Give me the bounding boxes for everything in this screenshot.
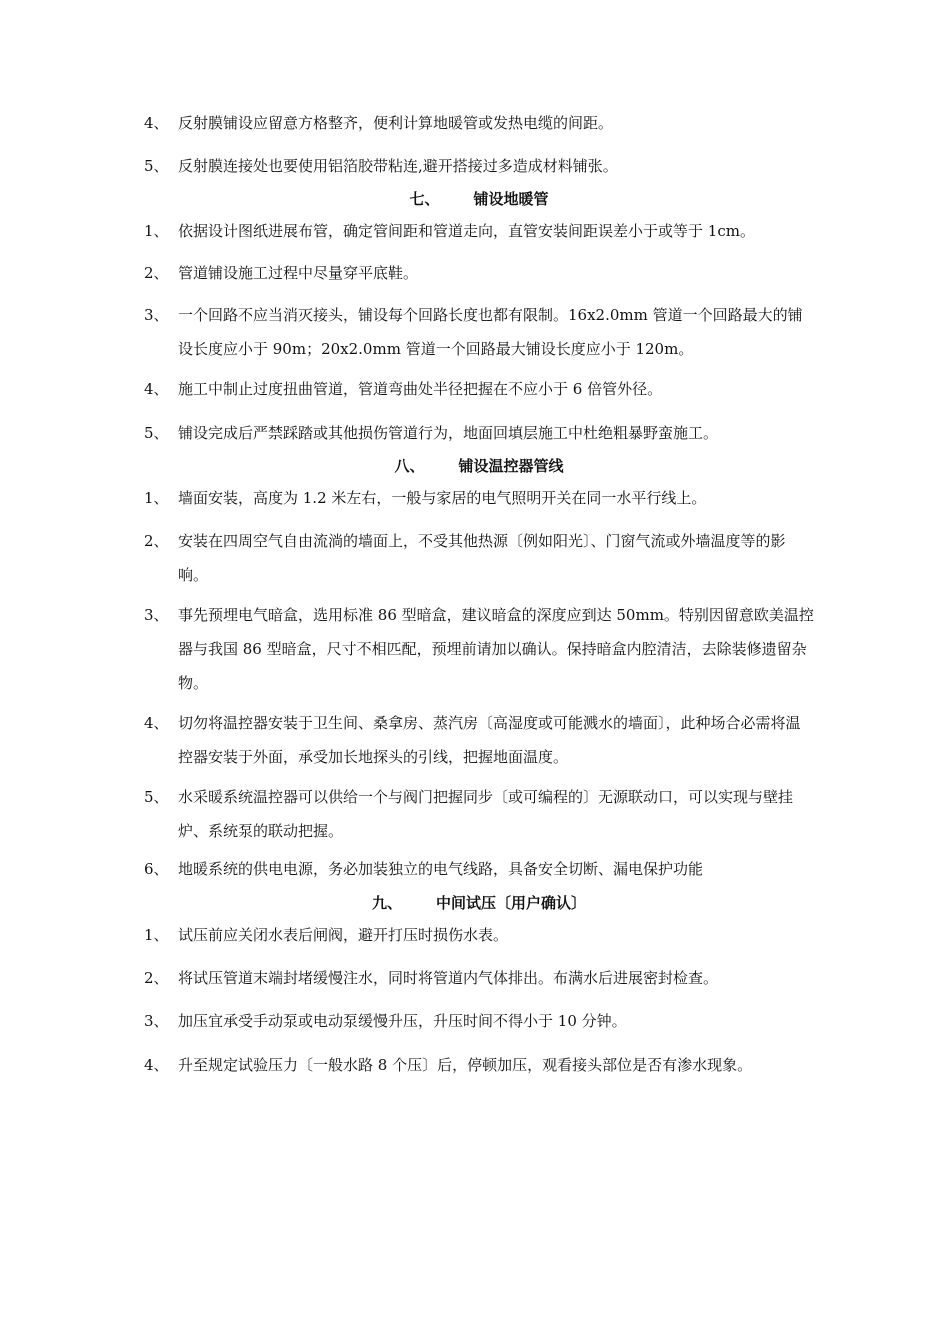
item-number: 1、 [144,222,169,240]
item-number: 4、 [144,114,169,132]
section-heading [144,892,814,914]
item-text: 水采暖系统温控器可以供给一个与阀门把握同步〔或可编程的〕无源联动口，可以实现与壁挂炉、系统泵的联动把握。 [178,788,794,840]
item-text: 一个回路不应当消灭接头，铺设每个回路长度也都有限制。16x2.0mm 管道一个回路最大的铺设长度应小于 90m；20x2.0mm 管道一个回路最大铺设长度应小于 120m。 [178,306,803,358]
item-text: 切勿将温控器安装于卫生间、桑拿房、蒸汽房〔高湿度或可能溅水的墙面〕，此种场合必需将温控器安装于外面，承受加长地探头的引线，把握地面温度。 [178,714,801,766]
item-text: 升至规定试验压力〔一般水路 8 个压〕后，停顿加压，观看接头部位是否有渗水现象。 [178,1056,753,1074]
item-number: 2、 [144,532,169,550]
list-item [144,598,814,700]
item-number: 5、 [144,157,169,175]
list-item [144,1048,814,1082]
section-heading [144,455,814,477]
list-item [144,298,814,366]
item-text: 地暖系统的供电电源，务必加装独立的电气线路，具备安全切断、漏电保护功能 [178,860,704,878]
item-number: 3、 [144,606,169,624]
list-item [144,1004,814,1038]
item-text: 反射膜铺设应留意方格整齐，便利计算地暖管或发热电缆的间距。 [178,114,614,132]
list-item [144,149,814,183]
item-number: 2、 [144,969,169,987]
item-number: 2、 [144,264,169,282]
item-text: 加压宜承受手动泵或电动泵缓慢升压，升压时间不得小于 10 分钟。 [178,1012,627,1030]
section-number: 八、 [394,457,425,475]
list-item [144,706,814,774]
item-text: 反射膜连接处也要使用铝箔胶带粘连,避开搭接过多造成材料铺张。 [178,157,618,175]
item-number: 3、 [144,306,169,324]
item-text: 施工中制止过度扭曲管道，管道弯曲处半径把握在不应小于 6 倍管外径。 [178,380,663,398]
item-text: 事先预埋电气暗盒，选用标准 86 型暗盒，建议暗盒的深度应到达 50mm。特别因留意欧美温控器与我国 86 型暗盒，尺寸不相匹配，预埋前请加以确认。保持暗盒内腔清洁，去除装修遗留杂物。 [178,606,814,692]
list-item [144,481,814,515]
item-text: 安装在四周空气自由流淌的墙面上，不受其他热源〔例如阳光〕、门窗气流或外墙温度等的影响。 [178,532,786,584]
item-number: 4、 [144,714,169,732]
item-text: 管道铺设施工过程中尽量穿平底鞋。 [178,264,419,282]
list-item [144,918,814,952]
item-text: 铺设完成后严禁踩踏或其他损伤管道行为，地面回填层施工中杜绝粗暴野蛮施工。 [178,424,719,442]
list-item [144,852,814,886]
list-item [144,256,814,290]
item-number: 5、 [144,788,169,806]
section-number: 九、 [371,894,402,912]
section-title: 中间试压〔用户确认〕 [436,894,587,912]
item-number: 1、 [144,926,169,944]
list-item [144,416,814,450]
list-item [144,106,814,140]
item-text: 试压前应关闭水表后闸阀，避开打压时损伤水表。 [178,926,509,944]
item-number: 4、 [144,1056,169,1074]
list-item [144,372,814,406]
item-number: 3、 [144,1012,169,1030]
item-number: 4、 [144,380,169,398]
item-text: 墙面安装，高度为 1.2 米左右，一般与家居的电气照明开关在同一水平行线上。 [178,489,707,507]
list-item [144,780,814,848]
item-number: 1、 [144,489,169,507]
section-title: 铺设地暖管 [473,190,549,208]
item-text: 将试压管道末端封堵缓慢注水，同时将管道内气体排出。布满水后进展密封检查。 [178,969,719,987]
item-number: 5、 [144,424,169,442]
section-number: 七、 [409,190,440,208]
list-item [144,214,814,248]
section-heading [144,188,814,210]
item-text: 依据设计图纸进展布管，确定管间距和管道走向，直管安装间距误差小于或等于 1cm。 [178,222,755,240]
list-item [144,961,814,995]
item-number: 6、 [144,860,169,878]
list-item [144,524,814,592]
section-title: 铺设温控器管线 [458,457,564,475]
